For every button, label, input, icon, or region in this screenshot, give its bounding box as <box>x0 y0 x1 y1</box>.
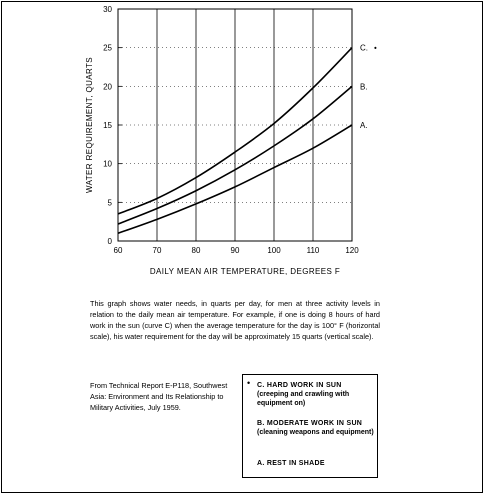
y-tick-label: 20 <box>103 82 112 92</box>
source-note: From Technical Report E-P118, Southwest Asia: Environment and Its Relationship to Military Activities, July 1959. <box>90 381 228 412</box>
legend-entry-c <box>257 381 375 408</box>
curve-label-a: A. <box>360 121 368 130</box>
legend-entry-a <box>257 459 375 468</box>
y-tick-label: 0 <box>107 237 112 246</box>
y-axis-title: WATER REQUIREMENT, QUARTS <box>85 56 94 194</box>
legend-a-title: A. REST IN SHADE <box>257 460 325 467</box>
x-tick-label: 100 <box>267 246 281 255</box>
legend-entry-b <box>257 419 375 437</box>
x-tick-label: 110 <box>306 246 320 255</box>
x-tick-label: 90 <box>230 246 240 255</box>
y-tick-label: 10 <box>103 159 112 169</box>
chart-caption: This graph shows water needs, in quarts per day, for men at three activity levels in relation to the daily mean air temperature. For example, if one is doing 8 hours of hard work in the sun (curve C) when the average temperature for the day is 100° F (horizontal scale), his water requirement for the day will be approximately 15 quarts (vertical scale). <box>90 299 380 341</box>
x-axis-title: DAILY MEAN AIR TEMPERATURE, DEGREES F <box>149 267 341 276</box>
curve-label-b: B. <box>360 82 368 92</box>
x-tick-label: 80 <box>191 246 201 255</box>
legend-b-desc: (cleaning weapons and equipment) <box>257 429 374 436</box>
y-tick-label: 30 <box>103 5 112 14</box>
legend-c-desc: (creeping and crawling with equipment on) <box>257 391 350 407</box>
y-tick-label: 15 <box>103 121 112 130</box>
tick-label-layer <box>103 5 359 255</box>
x-tick-label: 60 <box>113 246 123 255</box>
y-tick-label: 25 <box>103 43 112 53</box>
legend-c-title: C. HARD WORK IN SUN <box>257 382 342 389</box>
grid-layer <box>118 9 352 241</box>
y-tick-label: 5 <box>107 198 112 208</box>
legend-bullet-marker: • <box>247 378 251 388</box>
curve-label-c: C. <box>360 43 368 53</box>
legend-b-title: B. MODERATE WORK IN SUN <box>257 420 363 427</box>
curve-marker-bullet: • <box>374 43 377 53</box>
legend-box <box>242 374 378 478</box>
x-tick-label: 120 <box>345 246 359 255</box>
x-tick-label: 70 <box>152 246 162 255</box>
